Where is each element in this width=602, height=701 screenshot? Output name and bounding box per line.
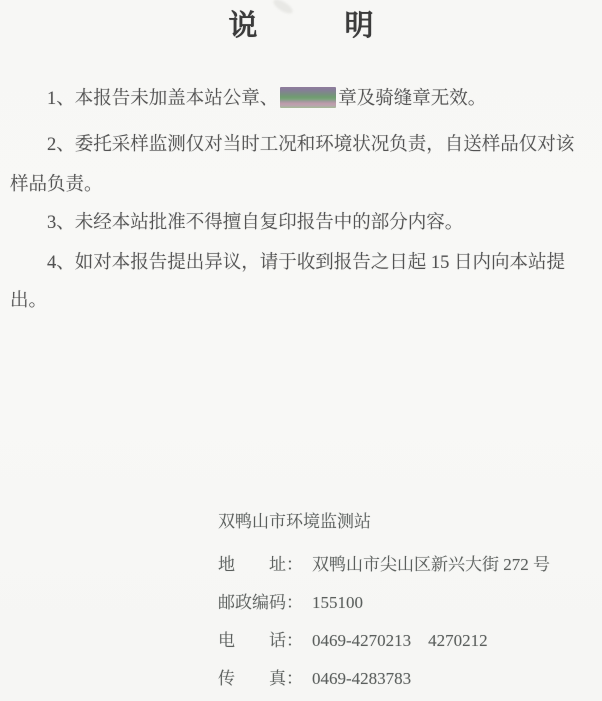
notice-line-2-wrap: 样品负责。 — [10, 175, 103, 195]
contact-row-fax — [218, 660, 550, 698]
address-label: 地 址： — [218, 555, 303, 574]
notice-line-2: 2、委托采样监测仅对当时工况和环境状况负责，自送样品仅对该 — [47, 135, 575, 155]
notice-line-3: 3、未经本站批准不得擅自复印报告中的部分内容。 — [47, 213, 464, 233]
page-title: 说 明 — [228, 10, 374, 42]
notice-line-1-text-before: 1、本报告未加盖本站公章、 — [47, 89, 279, 109]
notice-body — [10, 80, 596, 320]
contact-row-phone — [218, 622, 550, 660]
redacted-seal-block — [280, 87, 336, 108]
contact-block — [218, 502, 550, 698]
phone-label: 电 话： — [218, 631, 303, 650]
fax-label: 传 真： — [218, 669, 303, 688]
organization-name: 双鸭山市环境监测站 — [218, 512, 371, 531]
address-value: 双鸭山市尖山区新兴大街 272 号 — [312, 555, 550, 574]
notice-line-4-wrap: 出。 — [10, 291, 48, 311]
notice-line-4: 4、如对本报告提出异议，请于收到报告之日起 15 日内向本站提 — [47, 253, 566, 273]
notice-line-1-text-after: 章及骑缝章无效。 — [338, 89, 487, 109]
contact-row-address — [218, 546, 550, 584]
postal-code-value: 155100 — [312, 593, 363, 612]
notice-line-1 — [10, 80, 596, 118]
fax-value: 0469-4283783 — [312, 669, 412, 688]
postal-code-label: 邮政编码： — [218, 593, 303, 612]
contact-row-postal-code — [218, 584, 550, 622]
phone-value: 0469-4270213 4270212 — [312, 631, 488, 650]
